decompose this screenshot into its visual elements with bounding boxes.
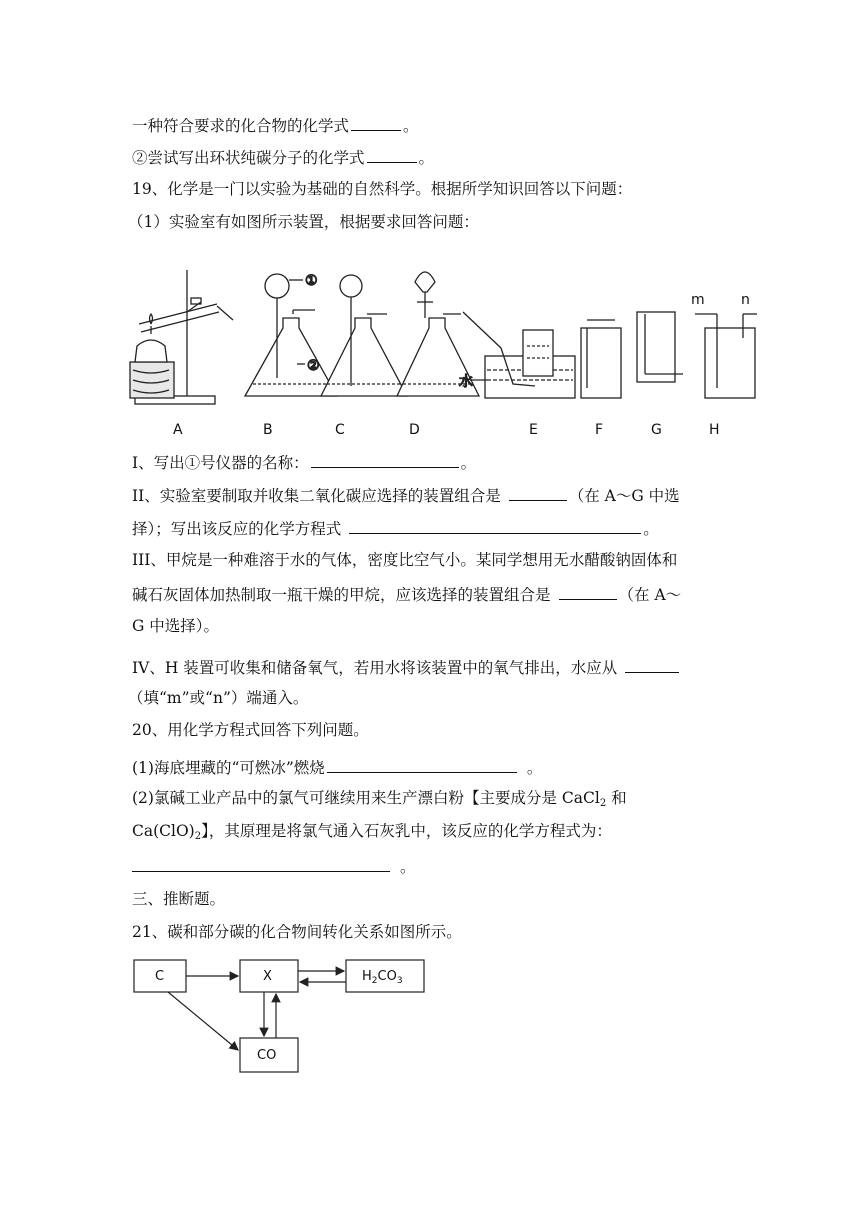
text: 择）；写出该反应的化学方程式	[132, 520, 342, 538]
text: 碱石灰固体加热制取一瓶干燥的甲烷，应该选择的装置组合是	[132, 586, 551, 604]
text: Ca(ClO)	[132, 822, 195, 840]
text: 和	[606, 789, 627, 807]
text: 一种符合要求的化合物的化学式	[132, 117, 350, 135]
line-ring-carbon	[132, 146, 434, 168]
carbon-flow-diagram	[128, 952, 428, 1078]
label-g: G	[651, 422, 662, 438]
answer-blank[interactable]	[559, 583, 617, 600]
answer-blank[interactable]	[351, 114, 401, 131]
question-20-part2-line2	[132, 821, 612, 841]
item-iii-line1: III、甲烷是一种难溶于水的气体，密度比空气小。某同学想用无水醋酸钠固体和	[132, 551, 678, 569]
text: 】，其原理是将氯气通入石灰乳中，该反应的化学方程式为：	[201, 822, 612, 840]
label-d: D	[409, 422, 420, 438]
text: 。	[403, 117, 419, 135]
text: 。	[526, 759, 543, 777]
label-f: F	[595, 422, 604, 438]
question-21: 21、碳和部分碳的化合物间转化关系如图所示。	[132, 923, 462, 941]
text: 。	[418, 149, 435, 167]
apparatus-figure	[125, 258, 757, 438]
line-compound-formula	[132, 114, 419, 136]
answer-blank[interactable]	[132, 855, 390, 872]
box-co-label: CO	[257, 1048, 277, 1063]
text: (2)氯碱工业产品中的氯气可继续用来生产漂白粉【主要成分是 CaCl	[132, 789, 600, 807]
text: 。	[643, 520, 659, 538]
text: IV、H 装置可收集和储备氧气，若用水将该装置中的氧气排出，水应从	[132, 659, 618, 677]
text: （在 A～	[618, 586, 682, 604]
label-a: A	[173, 422, 183, 438]
subscript: 2	[194, 831, 202, 842]
question-20-part2-line3	[132, 855, 416, 877]
marker-2: ②	[307, 358, 320, 374]
item-i	[132, 451, 476, 473]
text: 。	[400, 858, 416, 876]
item-ii-line1	[132, 484, 680, 506]
answer-blank[interactable]	[327, 756, 517, 773]
water-label: 水	[459, 374, 473, 390]
label-b: B	[263, 422, 273, 438]
label-h: H	[709, 422, 720, 438]
subscript: 2	[599, 798, 607, 809]
marker-1: ①	[305, 273, 318, 289]
question-20-part1	[132, 756, 542, 778]
answer-blank[interactable]	[625, 656, 679, 673]
port-m: m	[691, 292, 705, 308]
answer-blank[interactable]	[311, 451, 459, 468]
item-iii-line3: G 中选择）。	[132, 617, 220, 635]
arrow-c-to-co	[168, 992, 238, 1050]
box-h2co3-label: $H_2CO_3$	[362, 969, 403, 986]
item-iv-line2: （填“m”或“n”）端通入。	[128, 689, 309, 707]
question-20-part2-line1	[132, 788, 627, 808]
answer-blank[interactable]	[509, 484, 567, 501]
port-n: n	[741, 292, 750, 308]
question-20: 20、用化学方程式回答下列问题。	[132, 721, 369, 739]
text: (1)海底埋藏的“可燃冰”燃烧	[132, 759, 325, 777]
text: 。	[460, 454, 477, 472]
answer-blank[interactable]	[349, 517, 641, 534]
box-c-label: C	[155, 969, 165, 984]
answer-blank[interactable]	[367, 146, 417, 163]
box-x-label: X	[263, 969, 272, 984]
label-e: E	[529, 422, 538, 438]
text: （在 A～G 中选	[568, 487, 680, 505]
text: II、实验室要制取并收集二氧化碳应选择的装置组合是	[132, 487, 501, 505]
text: I、写出①号仪器的名称：	[132, 454, 309, 472]
section-3-title: 三、推断题。	[132, 890, 226, 908]
item-iv-line1	[132, 656, 681, 678]
item-iii-line2	[132, 583, 681, 605]
question-19-part1: （1）实验室有如图所示装置，根据要求回答问题：	[128, 213, 479, 231]
question-19: 19、化学是一门以实验为基础的自然科学。根据所学知识回答以下问题：	[132, 180, 633, 198]
text: ②尝试写出环状纯碳分子的化学式	[132, 149, 365, 167]
label-c: C	[335, 422, 345, 438]
item-ii-line2	[132, 517, 659, 539]
